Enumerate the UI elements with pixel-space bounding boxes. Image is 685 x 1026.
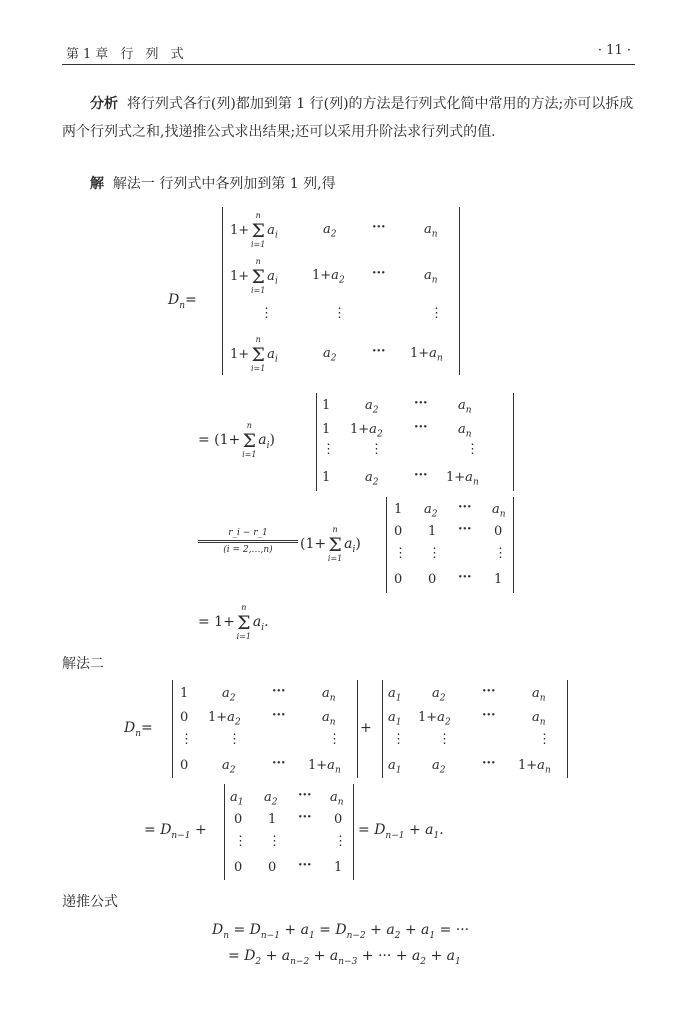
row-op-top: r_i − r_1 bbox=[228, 528, 268, 538]
running-header bbox=[62, 40, 635, 65]
recurrence-label: 递推公式 bbox=[62, 894, 118, 910]
row-op-bottom: (i = 2,…,n) bbox=[223, 545, 273, 555]
result-line-1: = 1+ n Σ i=1 $a_i$. bbox=[198, 603, 269, 641]
analysis-label: 分析 bbox=[90, 96, 118, 112]
chapter-title: 第1章 行 列 式 bbox=[66, 47, 188, 62]
solution-intro bbox=[62, 170, 640, 198]
solution-label: 解 bbox=[90, 176, 104, 192]
page-number: · 11 · bbox=[597, 43, 631, 58]
analysis-text: 将行列式各行(列)都加到第 1 行(列)的方法是行列式化简中常用的方法;亦可以拆成两个行列式之和,找递推公式求出结果;还可以采用升阶法求行列式的值. bbox=[62, 96, 634, 140]
analysis-paragraph bbox=[62, 90, 640, 146]
method-two-label: 解法二 bbox=[62, 656, 104, 672]
solution-text: 解法一 行列式中各列加到第 1 列,得 bbox=[112, 176, 336, 192]
